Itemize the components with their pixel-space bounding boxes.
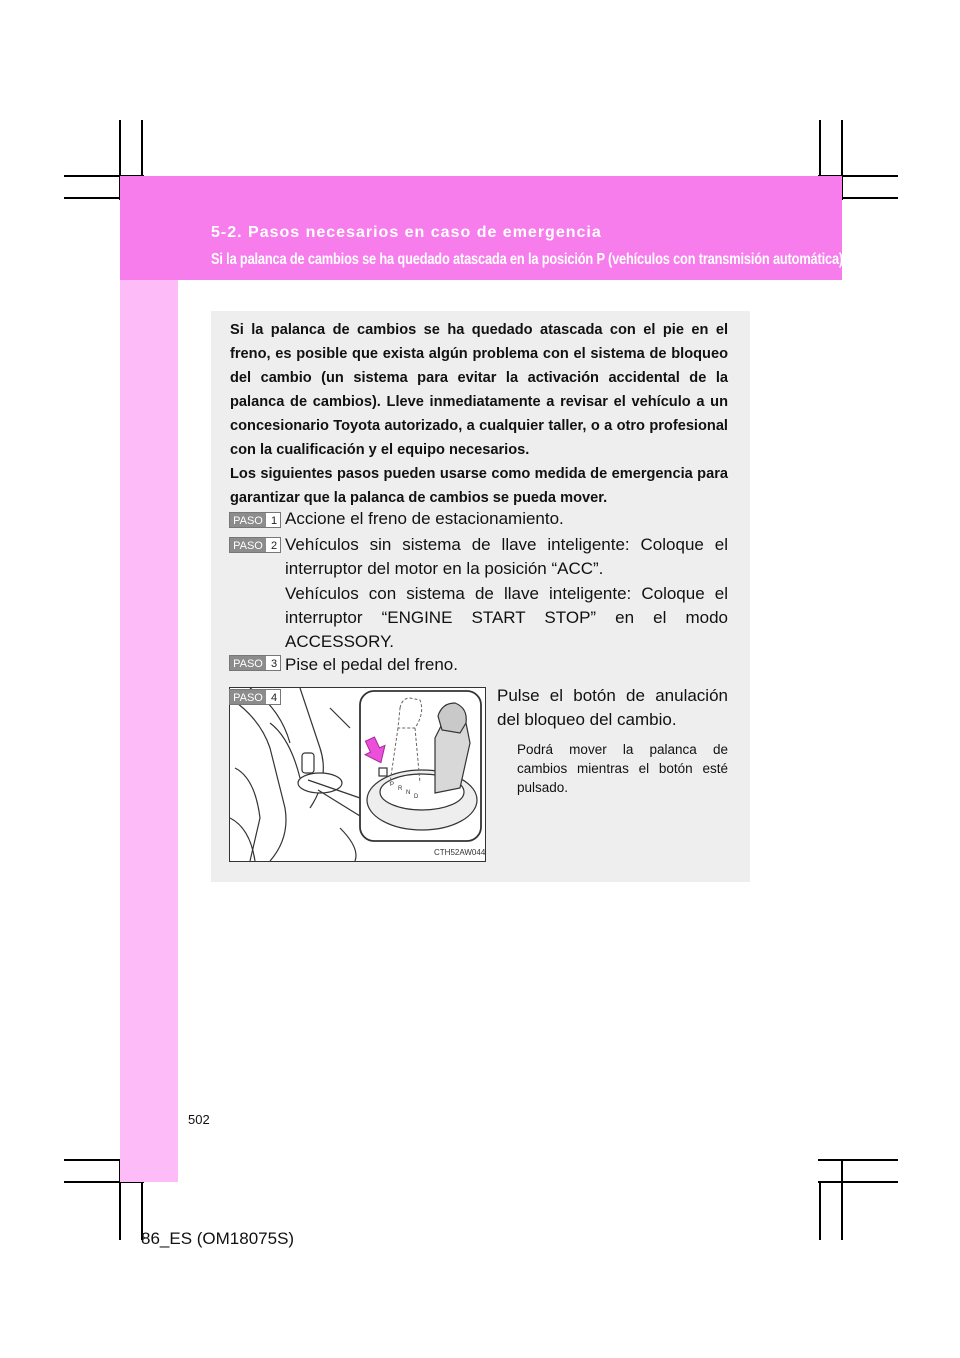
step-badge-4 bbox=[229, 689, 281, 705]
crop-mark bbox=[818, 1159, 898, 1161]
document-code: 86_ES (OM18075S) bbox=[141, 1229, 295, 1248]
step-badge-number: 3 bbox=[270, 658, 278, 670]
svg-text:N: N bbox=[406, 790, 411, 796]
side-strip bbox=[120, 280, 178, 1182]
step-badge-number: 2 bbox=[270, 540, 278, 552]
step-badge-2 bbox=[229, 537, 281, 553]
shift-lever-drawing bbox=[230, 688, 485, 861]
crop-mark bbox=[818, 1181, 898, 1183]
shift-lock-illustration bbox=[229, 687, 486, 862]
crop-mark bbox=[841, 1160, 843, 1240]
step-2-text: Vehículos sin sistema de llave inteligente: Coloque el interruptor del motor en la posición “ACC”. bbox=[285, 535, 728, 578]
step-badge-word: PASO bbox=[230, 656, 266, 670]
intro-paragraph: Los siguientes pasos pueden usarse como medida de emergencia para garantizar que la palanca de cambios se pueda mover. bbox=[230, 466, 728, 506]
crop-mark bbox=[819, 1182, 821, 1240]
step-badge-3 bbox=[229, 655, 281, 671]
step-2-text-alt: Vehículos con sistema de llave inteligente: Coloque el interruptor “ENGINE START STOP” en el modo ACCESSORY. bbox=[285, 584, 728, 651]
step-badge-word: PASO bbox=[230, 690, 266, 704]
step-4-note: Podrá mover la palanca de cambios mientras el botón esté pulsado. bbox=[517, 742, 728, 795]
step-badge-number: 1 bbox=[270, 515, 278, 527]
section-title: 5-2. Pasos necesarios en caso de emergencia bbox=[211, 224, 602, 241]
svg-text:R: R bbox=[398, 786, 403, 792]
step-3-text: Pise el pedal del freno. bbox=[285, 655, 458, 674]
intro-text bbox=[230, 318, 728, 510]
step-badge-word: PASO bbox=[230, 538, 266, 552]
intro-paragraph: Si la palanca de cambios se ha quedado atascada con el pie en el freno, es posible que exista algún problema con el sistema de bloqueo del cambio (un sistema para evitar la activación accidental de la palanca de cambios). Lleve inmediatamente a revisar el vehículo a un concesionario Toyota autorizado, a cualquier taller, o a otro profesional con la cualificación y el equipo necesarios. bbox=[230, 322, 728, 458]
svg-text:D: D bbox=[414, 794, 419, 800]
step-badge-word: PASO bbox=[230, 513, 266, 527]
illustration-code: CTH52AW044 bbox=[434, 848, 485, 857]
page-number: 502 bbox=[188, 1112, 210, 1127]
step-1-text: Accione el freno de estacionamiento. bbox=[285, 509, 564, 528]
svg-text:P: P bbox=[390, 782, 395, 788]
step-badge-1 bbox=[229, 512, 281, 528]
step-badge-number: 4 bbox=[270, 692, 278, 704]
section-subtitle: Si la palanca de cambios se ha quedado atascada en la posición P (vehículos con transmisión automática) bbox=[211, 251, 844, 268]
step-4-text: Pulse el botón de anulación del bloqueo del cambio. bbox=[497, 686, 728, 729]
